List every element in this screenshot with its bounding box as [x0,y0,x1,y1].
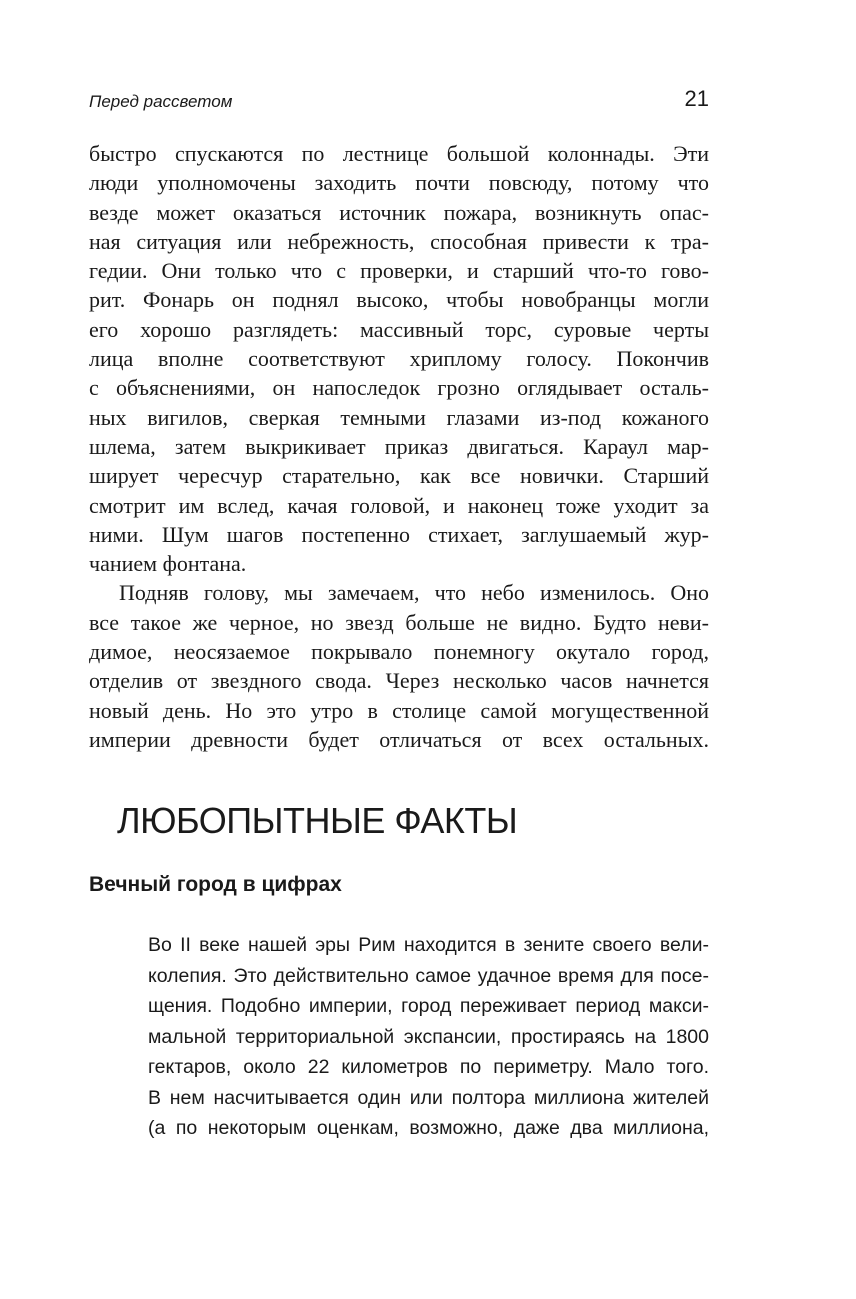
body-line: лица вполне соответствуют хриплому голосу. Покончив [89,346,709,372]
body-line: люди уполномочены заходить почти повсюду, потому что [89,170,709,196]
body-line: ними. Шум шагов постепенно стихает, заглушаемый жур- [89,521,709,547]
facts-line: (а по некоторым оценкам, возможно, даже два миллиона, [148,1117,709,1139]
facts-line: колепия. Это действительно самое удачное время для посе- [148,964,709,987]
body-line: смотрит им вслед, качая головой, и наконец тоже уходит за [89,492,709,518]
facts-line: Во II веке нашей эры Рим находится в зените своего вели- [148,934,709,956]
section-subheading: Вечный город в цифрах [89,873,342,896]
body-line: отделив от звездного свода. Через несколько часов начнется [89,668,709,694]
body-line: гедии. Они только что с проверки, и старший что-то гово- [89,258,709,284]
facts-line: гектаров, около 22 километров по периметру. Мало того. [148,1056,709,1078]
body-line: чанием фонтана. [89,551,247,577]
body-line: рит. Фонарь он поднял высоко, чтобы новобранцы могли [89,287,709,313]
body-line: все такое же черное, но звезд больше не видно. Будто неви- [89,609,709,635]
facts-text [148,930,709,1144]
body-line: ная ситуация или небрежность, способная привести к тра- [89,228,709,254]
facts-line: В нем насчитывается один или полтора миллиона жителей [148,1086,709,1109]
facts-line: щения. Подобно империи, город переживает период макси- [148,995,709,1017]
page-number: 21 [684,86,709,111]
body-line: шлема, затем выкрикивает приказ двигаться. Караул мар- [89,433,709,459]
running-header [89,86,709,116]
body-line: ных вигилов, сверкая темными глазами из-под кожаного [89,404,709,430]
chapter-title: Перед рассветом [89,92,233,111]
body-line: новый день. Но это утро в столице самой могущественной [89,697,709,723]
body-line: ширует чересчур старательно, как все новички. Старший [89,463,709,489]
facts-line: мальной территориальной экспансии, простираясь на 1800 [148,1025,709,1048]
body-line: империи древности будет отличаться от всех остальных. [89,726,709,752]
body-line: димое, неосязаемое покрывало понемногу окутало город, [89,639,709,665]
body-line: быстро спускаются по лестнице большой колоннады. Эти [89,141,709,166]
section-heading: ЛЮБОПЫТНЫЕ ФАКТЫ [117,800,518,841]
body-text [89,139,709,754]
body-line: с объяснениями, он напоследок грозно оглядывает осталь- [89,375,709,401]
body-line: его хорошо разглядеть: массивный торс, суровые черты [89,316,709,342]
body-line: везде может оказаться источник пожара, возникнуть опас- [89,199,709,225]
body-line: Подняв голову, мы замечаем, что небо изменилось. Оно [119,580,709,606]
